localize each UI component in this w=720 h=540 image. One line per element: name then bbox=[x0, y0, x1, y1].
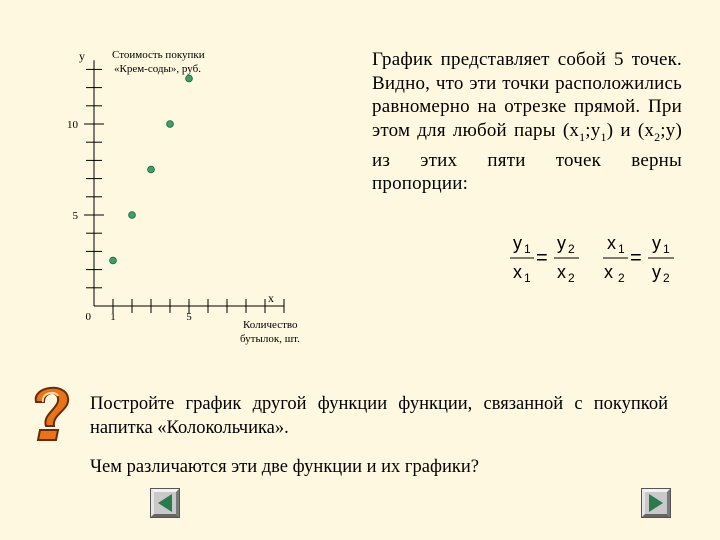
f2-right-numerator: y bbox=[652, 233, 661, 253]
scatter-chart bbox=[0, 0, 360, 360]
chart-axes bbox=[94, 60, 284, 306]
description-paragraph bbox=[372, 48, 682, 196]
x-axis-label: x bbox=[268, 291, 274, 305]
task-text: Постройте график другой функции функции, связанной с покупкой напитка «Колокольчика». bbox=[90, 394, 668, 438]
arrow-right-icon bbox=[641, 488, 671, 518]
y-tick-label: 5 bbox=[72, 210, 78, 222]
chart-points bbox=[110, 75, 193, 264]
description-text-mid-1: ;y bbox=[585, 119, 601, 141]
description-text-before: График представляет собой 5 точек. Видно, что эти точки расположились равномерно на отрезке прямой. При этом для любой пары (x bbox=[372, 49, 682, 141]
f1-right-numerator-sub: 2 bbox=[568, 242, 575, 256]
f1-left-numerator-sub: 1 bbox=[524, 242, 531, 256]
arrow-left-icon bbox=[150, 488, 180, 518]
f2-right-denominator-sub: 2 bbox=[663, 271, 670, 285]
x-caption-line-2: бутылок, шт. bbox=[240, 333, 300, 345]
f1-right-numerator: y bbox=[557, 233, 566, 253]
back-button[interactable] bbox=[150, 488, 180, 518]
data-point bbox=[186, 75, 193, 82]
description-sub-3: 2 bbox=[654, 129, 661, 144]
data-point bbox=[148, 166, 155, 173]
data-point bbox=[167, 121, 174, 128]
y-axis-label: y bbox=[79, 49, 85, 63]
f2-left-numerator-sub: 1 bbox=[618, 242, 625, 256]
f1-left-numerator: y bbox=[513, 233, 522, 253]
description-sub-1: 1 bbox=[579, 129, 586, 144]
description-sub-2: 1 bbox=[600, 129, 607, 144]
f1-equals-sign: = bbox=[536, 247, 548, 269]
forward-button[interactable] bbox=[641, 488, 671, 518]
f1-right-denominator: x bbox=[557, 262, 566, 282]
question-mark-icon bbox=[22, 380, 78, 455]
f1-right-denominator-sub: 2 bbox=[568, 271, 575, 285]
x-caption-line-1: Количество bbox=[243, 319, 298, 331]
proportion-formulas bbox=[500, 228, 690, 290]
f2-right-numerator-sub: 1 bbox=[663, 242, 670, 256]
data-point bbox=[129, 212, 136, 219]
f2-left-numerator: x bbox=[607, 233, 616, 253]
chart-ticks bbox=[67, 69, 284, 323]
x-tick-label: 5 bbox=[186, 311, 192, 323]
question-text: Чем различаются эти две функции и их графики? bbox=[90, 457, 479, 477]
description-text-mid-2: ) и (x bbox=[606, 119, 655, 141]
description-text-after: ;y) из этих пяти точек верны пропорции: bbox=[372, 119, 682, 195]
f1-left-denominator-sub: 1 bbox=[524, 271, 531, 285]
f2-equals-sign: = bbox=[630, 247, 642, 269]
y-caption-line-2: «Крем-соды», руб. bbox=[114, 63, 201, 75]
f2-left-denominator: x bbox=[604, 262, 613, 282]
y-caption-line-1: Стоимость покупки bbox=[112, 49, 205, 61]
f2-right-denominator: y bbox=[652, 262, 661, 282]
x-tick-label: 0 bbox=[85, 311, 91, 323]
f1-left-denominator: x bbox=[513, 262, 522, 282]
data-point bbox=[110, 257, 117, 264]
f2-left-denominator-sub: 2 bbox=[618, 271, 625, 285]
x-tick-label: 1 bbox=[110, 311, 116, 323]
y-tick-label: 10 bbox=[67, 119, 78, 131]
